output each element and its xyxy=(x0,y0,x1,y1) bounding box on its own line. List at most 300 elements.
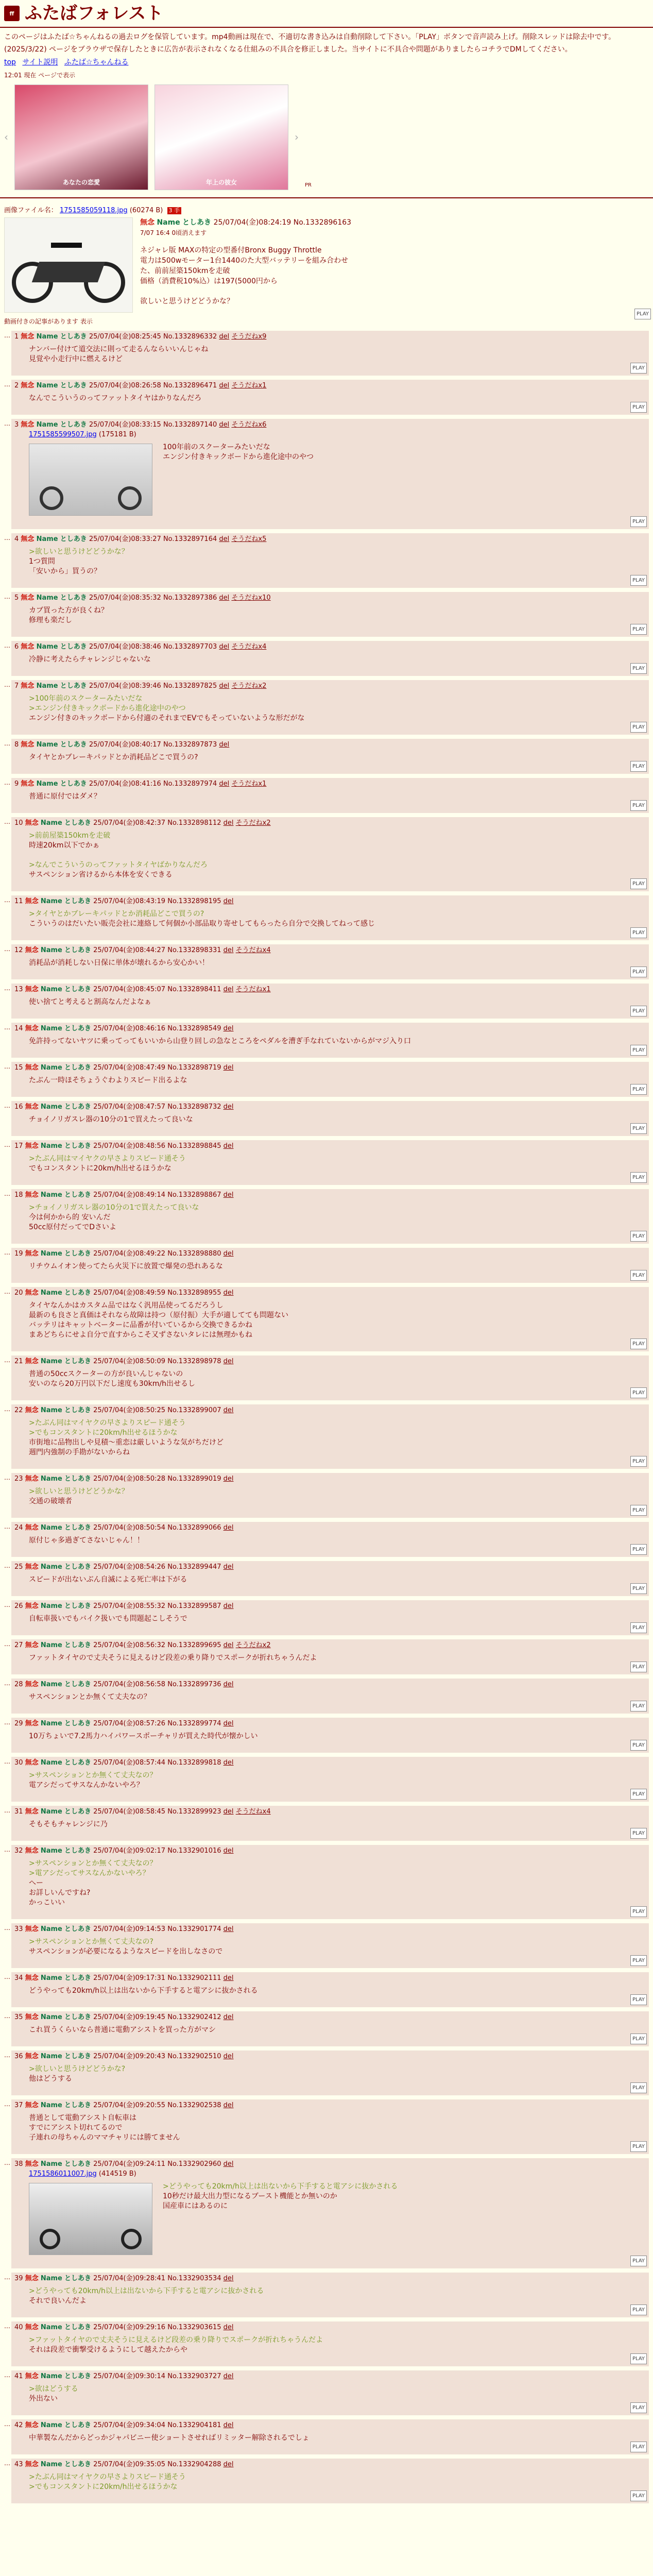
reply-line: へー xyxy=(29,1879,43,1887)
reply-no[interactable]: No.1332902960 xyxy=(167,2160,221,2168)
reply-no[interactable]: No.1332903727 xyxy=(167,2372,221,2380)
reply-body xyxy=(29,1115,646,1136)
reply-date: 25/07/04(金)08:38:46 xyxy=(89,643,161,651)
sodane-button[interactable]: そうだねx1 xyxy=(231,780,267,788)
reply-no[interactable]: No.1332901774 xyxy=(167,1925,221,1933)
reply-no[interactable]: No.1332898719 xyxy=(167,1064,221,1072)
delete-link[interactable]: del xyxy=(223,986,234,993)
quote-line: >サスペンションとか無くて丈夫なの？ xyxy=(29,1859,157,1868)
reply-date: 25/07/04(金)08:35:32 xyxy=(89,594,161,602)
delete-link[interactable]: del xyxy=(223,819,234,827)
play-button[interactable]: PLAY xyxy=(630,2490,647,2501)
play-button[interactable]: PLAY xyxy=(630,1172,647,1183)
reply-no[interactable]: No.1332897974 xyxy=(163,780,217,788)
reply-name: Name xyxy=(40,1563,62,1571)
reply-number: 7 xyxy=(14,682,19,690)
reply-body xyxy=(29,1820,646,1841)
delete-link[interactable]: del xyxy=(223,2461,234,2468)
reply-box xyxy=(11,817,649,891)
reply-no[interactable]: No.1332898331 xyxy=(167,946,221,954)
reply-body xyxy=(29,1859,646,1919)
reply-marker: … xyxy=(4,985,10,992)
reply-box xyxy=(11,1679,649,1714)
play-button[interactable]: PLAY xyxy=(630,1789,647,1800)
reply-no[interactable]: No.1332899447 xyxy=(167,1563,221,1571)
reply-body xyxy=(29,1076,646,1097)
play-button[interactable]: PLAY xyxy=(630,1045,647,1056)
reply-body xyxy=(29,1487,646,1518)
reply-box xyxy=(11,1972,649,2007)
reply-number: 18 xyxy=(14,1191,23,1199)
reply-no[interactable]: No.1332903534 xyxy=(167,2275,221,2282)
reply-marker: … xyxy=(4,1601,10,1608)
reply-header xyxy=(14,2013,646,2022)
reply-marker: … xyxy=(4,381,10,388)
reply-no[interactable]: No.1332898867 xyxy=(167,1191,221,1199)
reply-no[interactable]: No.1332898955 xyxy=(167,1289,221,1297)
reply-body xyxy=(29,1614,646,1635)
reply-marker: … xyxy=(4,2274,10,2281)
reply-number: 9 xyxy=(14,780,19,788)
delete-link[interactable]: del xyxy=(223,1641,234,1649)
delete-link[interactable]: del xyxy=(223,1563,234,1571)
play-button[interactable]: PLAY xyxy=(630,722,647,733)
wheel-shape xyxy=(40,2229,60,2249)
reply-date: 25/07/04(金)09:19:45 xyxy=(93,2013,166,2021)
nav-about-link[interactable]: サイト説明 xyxy=(22,58,58,66)
carousel-prev-icon[interactable]: ‹ xyxy=(4,131,8,143)
reply-line: それは段差で衝撃受けるようにして越えたからや xyxy=(29,2346,187,2354)
reply-row xyxy=(4,1757,649,1802)
reply-header xyxy=(14,2101,646,2110)
reply-marker: … xyxy=(4,1562,10,1569)
reply-no[interactable]: No.1332902111 xyxy=(167,1974,221,1982)
reply-line: 1つ質問 xyxy=(29,557,55,566)
reply-no[interactable]: No.1332899019 xyxy=(167,1475,221,1483)
delete-link[interactable]: del xyxy=(223,1759,234,1767)
reply-marker: … xyxy=(4,2052,10,2059)
play-button[interactable]: PLAY xyxy=(630,1701,647,1711)
reply-header xyxy=(14,1475,646,1484)
reply-no[interactable]: No.1332898845 xyxy=(167,1142,221,1150)
reply-header xyxy=(14,332,646,342)
seat-shape xyxy=(51,243,82,248)
delete-link[interactable]: del xyxy=(223,2013,234,2021)
reply-row xyxy=(4,533,649,588)
sodane-button[interactable]: そうだねx6 xyxy=(231,421,267,429)
delete-link[interactable]: del xyxy=(219,682,230,690)
reply-no[interactable]: No.1332898411 xyxy=(167,986,221,993)
delete-link[interactable]: del xyxy=(219,780,230,788)
reply-image[interactable] xyxy=(29,2183,152,2255)
reply-box xyxy=(11,1845,649,1919)
reply-date: 25/07/04(金)08:50:28 xyxy=(93,1475,166,1483)
reply-no[interactable]: No.1332904288 xyxy=(167,2461,221,2468)
reply-row xyxy=(4,1522,649,1557)
reply-row xyxy=(4,592,649,637)
play-button[interactable]: PLAY xyxy=(630,2353,647,2364)
reply-box xyxy=(11,1600,649,1635)
sodane-button[interactable]: そうだねx4 xyxy=(235,1808,271,1816)
reply-no[interactable]: No.1332896332 xyxy=(163,333,217,341)
reply-body xyxy=(29,2064,646,2095)
reply-body xyxy=(29,2025,646,2046)
reply-user: としあき xyxy=(64,1524,92,1532)
play-button[interactable]: PLAY xyxy=(630,1387,647,1398)
delete-link[interactable]: del xyxy=(219,382,230,389)
reply-subject: 無念 xyxy=(25,1064,39,1072)
play-button[interactable]: PLAY xyxy=(630,2033,647,2044)
reply-user: としあき xyxy=(64,897,92,905)
reply-user: としあき xyxy=(64,1641,92,1649)
reply-no[interactable]: No.1332898195 xyxy=(167,897,221,905)
reply-body xyxy=(29,792,646,813)
reply-marker: … xyxy=(4,2100,10,2108)
delete-link[interactable]: del xyxy=(223,946,234,954)
reply-no[interactable]: No.1332899774 xyxy=(167,1720,221,1727)
play-button[interactable]: PLAY xyxy=(630,1955,647,1966)
play-button[interactable]: PLAY xyxy=(630,927,647,938)
delete-link[interactable]: del xyxy=(223,1602,234,1610)
reply-marker: … xyxy=(4,1102,10,1109)
reply-no[interactable]: No.1332896471 xyxy=(163,382,217,389)
delete-link[interactable]: del xyxy=(219,535,230,543)
play-button[interactable]: PLAY xyxy=(630,1338,647,1349)
play-button[interactable]: PLAY xyxy=(630,1583,647,1594)
reply-line: 修理も楽だし xyxy=(29,616,72,624)
reply-body xyxy=(29,909,646,940)
play-button[interactable]: PLAY xyxy=(630,624,647,635)
carousel-next-icon[interactable]: › xyxy=(295,131,299,143)
reply-no[interactable]: No.1332899695 xyxy=(167,1641,221,1649)
reply-file-info xyxy=(29,430,646,439)
delete-link[interactable]: del xyxy=(223,1524,234,1532)
reply-marker: … xyxy=(4,1640,10,1648)
play-button[interactable]: PLAY xyxy=(634,309,651,319)
sodane-button[interactable]: そうだねx1 xyxy=(235,986,271,993)
play-button[interactable]: PLAY xyxy=(630,1123,647,1134)
delete-link[interactable]: del xyxy=(223,2102,234,2109)
reply-no[interactable]: No.1332902412 xyxy=(167,2013,221,2021)
reply-number: 36 xyxy=(14,2053,23,2060)
play-button[interactable]: PLAY xyxy=(630,1622,647,1633)
reply-header xyxy=(14,2421,646,2430)
nav-board-link[interactable]: ふたば☆ちゃんねる xyxy=(64,58,129,66)
play-button[interactable]: PLAY xyxy=(630,402,647,413)
reply-subject: 無念 xyxy=(21,535,35,543)
reply-subject: 無念 xyxy=(25,1720,39,1727)
reply-file-link[interactable]: 1751585599507.jpg xyxy=(29,431,97,438)
reply-number: 17 xyxy=(14,1142,23,1150)
delete-link[interactable]: del xyxy=(223,1358,234,1365)
play-button[interactable]: PLAY xyxy=(630,663,647,674)
reply-no[interactable]: No.1332901016 xyxy=(167,1847,221,1855)
reply-user: としあき xyxy=(64,2160,92,2168)
reply-body xyxy=(29,1575,646,1596)
reply-name: Name xyxy=(36,333,58,341)
reply-user: としあき xyxy=(64,1191,92,1199)
reply-no[interactable]: No.1332898732 xyxy=(167,1103,221,1111)
reply-number: 8 xyxy=(14,741,19,749)
reply-header xyxy=(14,1925,646,1934)
sodane-button[interactable]: そうだねx4 xyxy=(231,643,267,651)
reply-marker: … xyxy=(4,681,10,688)
reply-box xyxy=(11,1473,649,1518)
play-button[interactable]: PLAY xyxy=(630,878,647,889)
play-button[interactable]: PLAY xyxy=(630,761,647,772)
reply-no[interactable]: No.1332897873 xyxy=(163,741,217,749)
site-title[interactable]: ふたばフォレスト xyxy=(25,3,164,24)
quote-line: >でもコンスタントに20km/h出せるほうかな xyxy=(29,1429,178,1437)
delete-link[interactable]: del xyxy=(223,1974,234,1982)
reply-header xyxy=(14,1602,646,1611)
op-note: 動画付きの記事があります 表示 xyxy=(4,318,93,325)
reply-no[interactable]: No.1332897386 xyxy=(163,594,217,602)
reply-header xyxy=(14,594,646,603)
play-button[interactable]: PLAY xyxy=(630,516,647,527)
play-button[interactable]: PLAY xyxy=(630,800,647,811)
quote-line: >100年前のスクーターみたいだな xyxy=(29,694,143,703)
delete-link[interactable]: del xyxy=(223,1925,234,1933)
play-button[interactable]: PLAY xyxy=(630,2141,647,2152)
reply-marker: … xyxy=(4,779,10,786)
reply-no[interactable]: No.1332899007 xyxy=(167,1406,221,1414)
play-button[interactable]: PLAY xyxy=(630,2402,647,2413)
reply-subject: 無念 xyxy=(25,1142,39,1150)
reply-line: タイヤなんかはカスタム品ではなく汎用品使ってるだろうし xyxy=(29,1301,224,1310)
play-button[interactable]: PLAY xyxy=(630,1662,647,1672)
delete-link[interactable]: del xyxy=(219,643,230,651)
play-button[interactable]: PLAY xyxy=(630,1505,647,1516)
reply-no[interactable]: No.1332899587 xyxy=(167,1602,221,1610)
reply-no[interactable]: No.1332899066 xyxy=(167,1524,221,1532)
reply-body xyxy=(29,997,646,1019)
reply-no[interactable]: No.1332904181 xyxy=(167,2421,221,2429)
reply-no[interactable]: No.1332899923 xyxy=(167,1808,221,1816)
delete-link[interactable]: del xyxy=(223,2421,234,2429)
reply-subject: 無念 xyxy=(25,2160,39,2168)
op-subject: 無念 xyxy=(140,218,154,227)
delete-link[interactable]: del xyxy=(223,1064,234,1072)
reply-no[interactable]: No.1332897703 xyxy=(163,643,217,651)
reply-header xyxy=(14,740,646,750)
reply-line: 他はどうする xyxy=(29,2075,72,2083)
reply-number: 33 xyxy=(14,1925,23,1933)
play-button[interactable]: PLAY xyxy=(630,1456,647,1467)
reply-date: 25/07/04(金)08:26:58 xyxy=(89,382,161,389)
reply-subject: 無念 xyxy=(25,2053,39,2060)
reply-line: 交通の破壊者 xyxy=(29,1497,72,1505)
ad-label-2: 年上の彼女 xyxy=(205,179,237,186)
reply-row xyxy=(4,2011,649,2046)
ad-image-2[interactable] xyxy=(154,84,288,190)
reply-row xyxy=(4,1404,649,1469)
delete-link[interactable]: del xyxy=(223,1250,234,1258)
sodane-button[interactable]: そうだねx10 xyxy=(231,594,271,602)
reply-file-link[interactable]: 1751586011007.jpg xyxy=(29,2170,97,2178)
play-button[interactable]: PLAY xyxy=(630,1084,647,1095)
reply-line: 中華製なんだからどっかジャパビニー使ショートさせればリミッター解除されるでしょ xyxy=(29,2434,310,2442)
reply-row xyxy=(4,1287,649,1351)
play-button[interactable]: PLAY xyxy=(630,2304,647,2315)
reply-no[interactable]: No.1332899818 xyxy=(167,1759,221,1767)
reply-marker: … xyxy=(4,1846,10,1853)
play-button[interactable]: PLAY xyxy=(630,2442,647,2452)
delete-link[interactable]: del xyxy=(223,2053,234,2060)
reply-header xyxy=(14,2274,646,2283)
reply-name: Name xyxy=(40,2160,62,2168)
reply-name: Name xyxy=(36,741,58,749)
reply-number: 2 xyxy=(14,382,19,389)
reply-header xyxy=(14,1719,646,1728)
reply-no[interactable]: No.1332898978 xyxy=(167,1358,221,1365)
sodane-button[interactable]: そうだねx4 xyxy=(235,946,271,954)
reply-header xyxy=(14,381,646,391)
file-label: 画像ファイル名： xyxy=(4,207,58,214)
reply-no[interactable]: No.1332898549 xyxy=(167,1025,221,1032)
reply-number: 23 xyxy=(14,1475,23,1483)
reply-number: 1 xyxy=(14,333,19,341)
reply-number: 25 xyxy=(14,1563,23,1571)
site-logo[interactable]: ff xyxy=(4,6,20,21)
delete-link[interactable]: del xyxy=(223,1103,234,1111)
play-button[interactable]: PLAY xyxy=(630,1270,647,1281)
play-button[interactable]: PLAY xyxy=(630,363,647,374)
reply-number: 27 xyxy=(14,1641,23,1649)
reply-header xyxy=(14,1974,646,1983)
op-no[interactable]: No.1332896163 xyxy=(293,218,352,227)
reply-user: としあき xyxy=(64,1103,92,1111)
delete-link[interactable]: del xyxy=(223,1681,234,1688)
reply-no[interactable]: No.1332898880 xyxy=(167,1250,221,1258)
nav-top-link[interactable]: top xyxy=(4,58,16,66)
delete-link[interactable]: del xyxy=(223,897,234,905)
reply-marker: … xyxy=(4,1190,10,1197)
op-image[interactable] xyxy=(4,217,133,313)
reply-line: エンジン付きのキックボードから付適のそれまでEVでもそっていないような形だがな xyxy=(29,714,305,722)
reply-no[interactable]: No.1332899736 xyxy=(167,1681,221,1688)
delete-link[interactable]: del xyxy=(219,421,230,429)
play-button[interactable]: PLAY xyxy=(630,1006,647,1016)
reply-number: 32 xyxy=(14,1847,23,1855)
reply-number: 24 xyxy=(14,1524,23,1532)
reply-row xyxy=(4,419,649,529)
sodane-button[interactable]: そうだねx1 xyxy=(231,382,267,389)
reply-user: としあき xyxy=(64,1974,92,1982)
reply-body xyxy=(29,443,646,529)
reply-date: 25/07/04(金)08:50:54 xyxy=(93,1524,166,1532)
reply-name: Name xyxy=(36,382,58,389)
reply-marker: … xyxy=(4,1924,10,1931)
reply-marker: … xyxy=(4,1758,10,1765)
sodane-button[interactable]: そうだねx2 xyxy=(235,1641,271,1649)
reply-name: Name xyxy=(40,1808,62,1816)
reply-name: Name xyxy=(40,1064,62,1072)
sodane-button[interactable]: そうだねx2 xyxy=(231,682,267,690)
reply-no[interactable]: No.1332897164 xyxy=(163,535,217,543)
sodane-button[interactable]: そうだねx5 xyxy=(231,535,267,543)
reply-line: たぶん一時ほそちょうぐわよりスピード出るよな xyxy=(29,1076,187,1084)
reply-no[interactable]: No.1332903615 xyxy=(167,2324,221,2331)
play-button[interactable]: PLAY xyxy=(630,1994,647,2005)
delete-link[interactable]: del xyxy=(223,1475,234,1483)
delete-link[interactable]: del xyxy=(223,1808,234,1816)
play-button[interactable]: PLAY xyxy=(630,1828,647,1839)
reply-line: ファットタイヤので丈夫そうに見えるけど段差の乗り降りでスポークが折れちゃうんだよ xyxy=(29,1654,317,1662)
play-button[interactable]: PLAY xyxy=(630,2082,647,2093)
reply-no[interactable]: No.1332902538 xyxy=(167,2102,221,2109)
delete-link[interactable]: del xyxy=(223,1191,234,1199)
sodane-button[interactable]: そうだねx2 xyxy=(235,819,271,827)
reply-subject: 無念 xyxy=(25,2013,39,2021)
reply-box xyxy=(11,739,649,774)
reply-row xyxy=(4,2459,649,2503)
nav-links xyxy=(0,56,653,80)
reply-body xyxy=(29,1536,646,1557)
delete-link[interactable]: del xyxy=(223,2372,234,2380)
reply-header xyxy=(14,819,646,828)
reply-no[interactable]: No.1332897825 xyxy=(163,682,217,690)
delete-link[interactable]: del xyxy=(223,1142,234,1150)
play-button[interactable]: PLAY xyxy=(630,1231,647,1242)
play-button[interactable]: PLAY xyxy=(630,1906,647,1917)
reply-name: Name xyxy=(40,1289,62,1297)
delete-link[interactable]: del xyxy=(223,1406,234,1414)
reply-number: 40 xyxy=(14,2324,23,2331)
delete-link[interactable]: del xyxy=(223,2160,234,2168)
reply-header xyxy=(14,1289,646,1298)
reply-subject: 無念 xyxy=(21,333,35,341)
delete-link[interactable]: del xyxy=(223,1289,234,1297)
reply-subject: 無念 xyxy=(25,2275,39,2282)
reply-name: Name xyxy=(40,1524,62,1532)
play-button[interactable]: PLAY xyxy=(630,1740,647,1751)
delete-link[interactable]: del xyxy=(223,2275,234,2282)
reply-user: としあき xyxy=(64,2372,92,2380)
reply-line: スピードが出ないぶん自滅による死亡率は下がる xyxy=(29,1575,187,1584)
reply-no[interactable]: No.1332897140 xyxy=(163,421,217,429)
reply-no[interactable]: No.1332898112 xyxy=(167,819,221,827)
sodane-button[interactable]: そうだねx9 xyxy=(231,333,267,341)
delete-link[interactable]: del xyxy=(223,1025,234,1032)
reply-subject: 無念 xyxy=(25,1602,39,1610)
play-button[interactable]: PLAY xyxy=(630,2256,647,2266)
play-button[interactable]: PLAY xyxy=(630,1544,647,1555)
delete-link[interactable]: del xyxy=(219,333,230,341)
op-file-link[interactable]: 1751585059118.jpg xyxy=(59,207,128,214)
reply-file-size: (175181 B) xyxy=(98,431,136,438)
reply-row xyxy=(4,641,649,676)
delete-link[interactable]: del xyxy=(219,741,230,749)
play-button[interactable]: PLAY xyxy=(630,575,647,586)
reply-line: 外出ない xyxy=(29,2395,58,2403)
play-button[interactable]: PLAY xyxy=(630,967,647,977)
reply-body xyxy=(29,1154,646,1185)
delete-link[interactable]: del xyxy=(223,1847,234,1855)
reply-subject: 無念 xyxy=(25,819,39,827)
delete-link[interactable]: del xyxy=(223,2324,234,2331)
delete-link[interactable]: del xyxy=(219,594,230,602)
reply-line: でもコンスタントに20km/h出せるほうかな xyxy=(29,1164,171,1173)
reply-date: 25/07/04(金)08:44:27 xyxy=(93,946,166,954)
reply-no[interactable]: No.1332902510 xyxy=(167,2053,221,2060)
reply-image[interactable] xyxy=(29,444,152,516)
reply-number: 5 xyxy=(14,594,19,602)
reply-box xyxy=(11,380,649,415)
ad-image-1[interactable] xyxy=(14,84,148,190)
delete-link[interactable]: del xyxy=(223,1720,234,1727)
reply-line: 冷静に考えたらチャレンジじゃないな xyxy=(29,655,151,664)
